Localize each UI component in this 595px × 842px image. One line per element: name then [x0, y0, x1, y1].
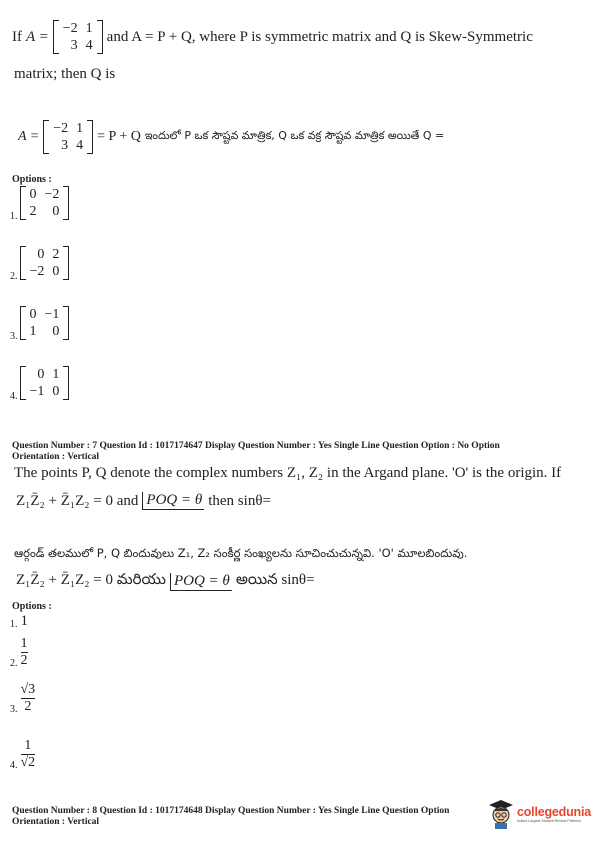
q6-option-4[interactable] [10, 366, 69, 400]
q7-meta [12, 441, 500, 463]
option-matrix: 0 −1 1 0 [20, 306, 70, 340]
q7-then: then sinθ= [208, 492, 271, 509]
q7-angle: POQ = θ [142, 492, 204, 510]
logo-name: collegedunia [517, 805, 592, 819]
numerator: 1 [24, 738, 32, 753]
matrix-a-telugu: −2 1 3 4 [43, 120, 93, 154]
option-number: 2. [10, 658, 18, 669]
q7-english-line2 [16, 492, 271, 510]
q7-telugu-line1: ఆర్గండ్ తలములో P, Q బిందువులు Z₁, Z₂ సంకీర్ణ సంఖ్యలను సూచించుచున్నవి. 'O' మూలబిందువు. [14, 546, 468, 560]
collegedunia-logo[interactable] [488, 798, 592, 830]
q8-meta [12, 806, 482, 828]
q7-equation: Z₁Z̄₂ + Z̄₁Z₂ = 0 and [16, 492, 139, 509]
numerator: √3 [20, 682, 36, 697]
q7-option-4[interactable] [10, 738, 35, 771]
q7-option-3[interactable] [10, 682, 35, 715]
denominator: 2 [24, 699, 32, 714]
q7-meta-line1: Question Number : 7 Question Id : 1017174647 Display Question Number : Yes Single Line Question Option : No Option [12, 441, 500, 451]
q6-te-eq: = P + Q [97, 129, 141, 144]
option-number: 1. [10, 619, 18, 630]
q6-option-1[interactable] [10, 186, 69, 220]
q6-option-2[interactable] [10, 246, 69, 280]
option-number: 4. [10, 391, 18, 402]
option-number: 4. [10, 760, 18, 771]
option-matrix: 0 −2 2 0 [20, 186, 70, 220]
option-matrix: 0 2 −2 0 [20, 246, 70, 280]
logo-tagline: India's Largest Student Review Platform [517, 819, 581, 823]
option-number: 2. [10, 271, 18, 282]
q6-english-line1 [12, 20, 533, 54]
option-value: 1 [20, 613, 28, 629]
q6-english-line2: matrix; then Q is [14, 66, 116, 82]
option-fraction [21, 636, 28, 669]
matrix-a: −2 1 3 4 [53, 20, 103, 54]
q7-option-2[interactable] [10, 636, 28, 669]
q7-options-label: Options : [12, 601, 52, 612]
q8-meta-line1: Question Number : 8 Question Id : 1017174648 Display Question Number : Yes Single Line Question Option [12, 806, 450, 816]
q6-if: If [12, 28, 22, 45]
q6-condition: and A = P + Q, where P is symmetric matrix and Q is Skew-Symmetric [106, 28, 533, 45]
q6-option-3[interactable] [10, 306, 69, 340]
q8-meta-line2: Orientation : Vertical [12, 817, 100, 827]
option-matrix: 0 1 −1 0 [20, 366, 70, 400]
denominator: 2 [20, 653, 28, 668]
numerator: 1 [20, 636, 28, 651]
q7-english-line1: The points P, Q denote the complex numbers Z₁, Z₂ in the Argand plane. 'O' is the origin. If [14, 465, 562, 481]
option-number: 3. [10, 331, 18, 342]
q7-option-1[interactable] [10, 613, 28, 630]
student-mascot-icon [488, 799, 514, 829]
q6-a-label: A = [26, 28, 49, 45]
q6-te-text: ఇందులో P ఒక సౌష్టవ మాత్రిక, Q ఒక వక్ర సౌష్టవ మాత్రిక అయితే Q = [144, 129, 445, 142]
option-fraction [21, 738, 36, 771]
q6-options-label: Options : [12, 174, 52, 185]
q7-meta-line2: Orientation : Vertical [12, 452, 100, 462]
q6-te-a-label: A = [18, 129, 40, 144]
option-number: 3. [10, 704, 18, 715]
q7-te-equation: Z₁Z̄₂ + Z̄₁Z₂ = 0 మరియు [16, 572, 166, 588]
q6-telugu-line [18, 120, 444, 154]
q7-te-then: అయిన sinθ= [235, 572, 315, 588]
q7-te-angle: POQ = θ [170, 573, 232, 591]
option-fraction [21, 682, 36, 715]
denominator: √2 [20, 755, 36, 770]
q7-telugu-line2 [16, 572, 315, 592]
option-number: 1. [10, 211, 18, 222]
